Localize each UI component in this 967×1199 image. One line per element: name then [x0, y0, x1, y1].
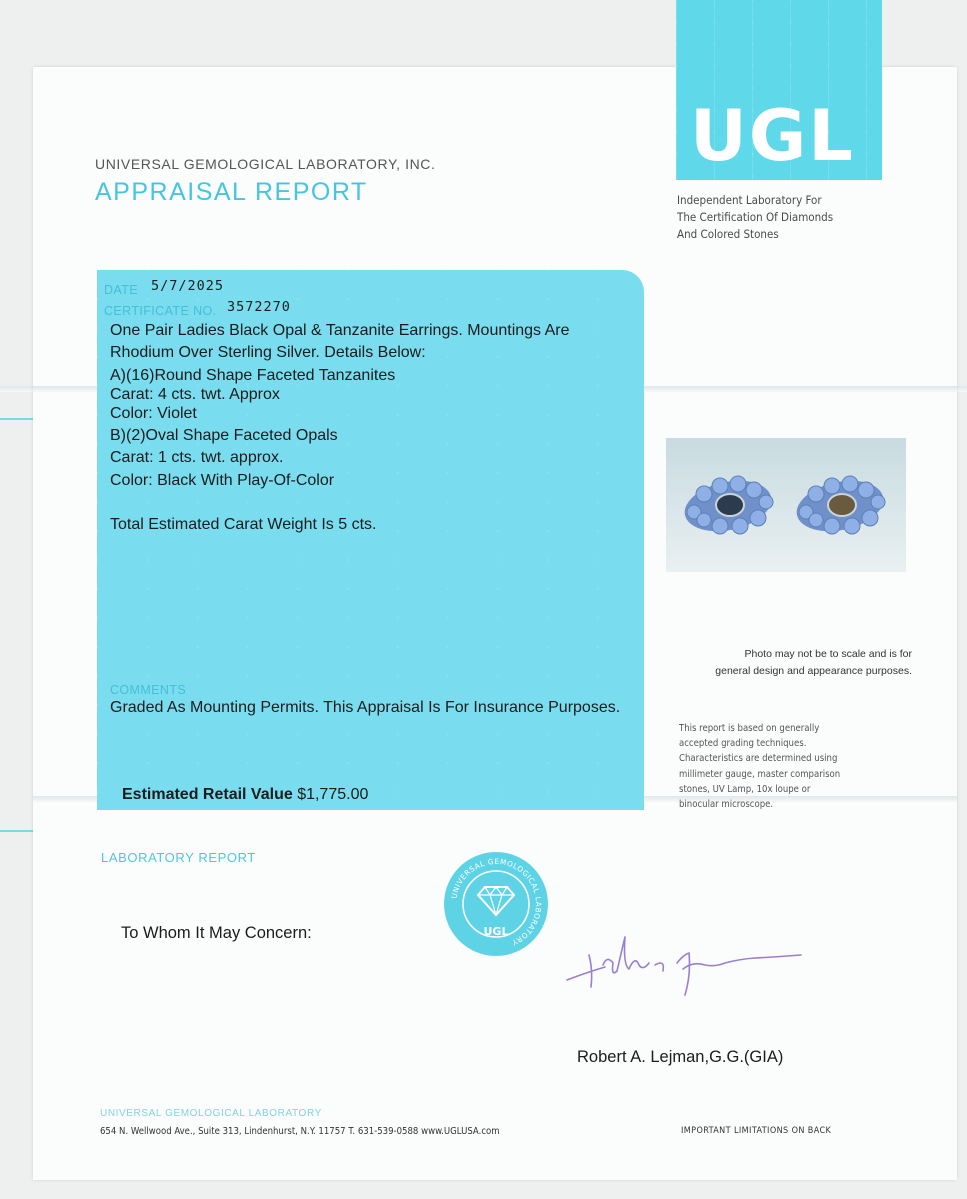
disclaimer-line: binocular microscope.: [679, 799, 774, 811]
certificate-number: 3572270: [227, 299, 291, 315]
photo-caption: [672, 646, 912, 680]
description-line: One Pair Ladies Black Opal & Tanzanite Earrings. Mountings Are: [110, 322, 570, 339]
ugl-seal-icon: [443, 851, 549, 957]
handwritten-signature: [565, 925, 810, 1005]
lab-description-line: And Colored Stones: [677, 227, 779, 241]
disclaimer-line: This report is based on generally: [679, 723, 820, 734]
earrings-photo: [666, 438, 906, 572]
signer-name: Robert A. Lejman,G.G.(GIA): [577, 1048, 784, 1066]
earrings-illustration: [666, 438, 906, 572]
description-line: B)(2)Oval Shape Faceted Opals: [110, 427, 338, 445]
description-line: [110, 492, 640, 514]
laboratory-report-label: LABORATORY REPORT: [101, 850, 256, 865]
disclaimer-line: stones, UV Lamp, 10x loupe or: [679, 783, 811, 795]
photo-caption-line: Photo may not be to scale and is for: [744, 648, 912, 660]
lab-description-line: The Certification Of Diamonds: [677, 210, 834, 224]
lab-description-line: Independent Laboratory For: [677, 193, 822, 207]
seal-logo-text: UGL: [483, 925, 509, 938]
description-line: Total Estimated Carat Weight Is 5 cts.: [110, 516, 377, 534]
description-line: Carat: 4 cts. twt. Approx: [110, 386, 280, 403]
retail-label: Estimated Retail Value: [122, 786, 293, 803]
description-line: A)(16)Round Shape Faceted Tanzanites: [110, 366, 396, 384]
report-title: APPRAISAL REPORT: [95, 178, 368, 206]
estimated-retail-value: [122, 786, 368, 804]
grading-disclaimer: [679, 721, 879, 812]
footer-lab-name: UNIVERSAL GEMOLOGICAL LABORATORY: [100, 1108, 322, 1119]
certificate-label: CERTIFICATE NO.: [104, 304, 217, 318]
salutation: To Whom It May Concern:: [121, 924, 312, 942]
ugl-logo: UGL: [690, 95, 855, 177]
footer-limitations: IMPORTANT LIMITATIONS ON BACK: [681, 1126, 832, 1136]
disclaimer-line: accepted grading techniques.: [679, 738, 807, 750]
photo-caption-line: general design and appearance purposes.: [715, 665, 912, 677]
lab-description: [677, 192, 897, 243]
date-value: 5/7/2025: [151, 278, 225, 294]
retail-value: $1,775.00: [297, 786, 369, 803]
comments-text: Graded As Mounting Permits. This Appraisal Is For Insurance Purposes.: [110, 699, 621, 716]
seal-ring-text: UNIVERSAL GEMOLOGICAL LABORATORY: [449, 856, 544, 948]
date-label: DATE: [104, 283, 139, 297]
disclaimer-line: millimeter gauge, master comparison: [679, 768, 841, 780]
description-line: Carat: 1 cts. twt. approx.: [110, 449, 284, 467]
description-line: Color: Violet: [110, 404, 197, 422]
item-description: [110, 320, 640, 537]
description-line: Color: Black With Play-Of-Color: [110, 471, 335, 489]
disclaimer-line: Characteristics are determined using: [679, 753, 838, 765]
comments-label: COMMENTS: [110, 683, 187, 697]
lab-name: UNIVERSAL GEMOLOGICAL LABORATORY, INC.: [95, 156, 436, 172]
description-line: Rhodium Over Sterling Silver. Details Below:: [110, 344, 426, 362]
footer-address: 654 N. Wellwood Ave., Suite 313, Lindenhurst, N.Y. 11757 T. 631-539-0588 www.UGLUSA.com: [100, 1126, 500, 1137]
